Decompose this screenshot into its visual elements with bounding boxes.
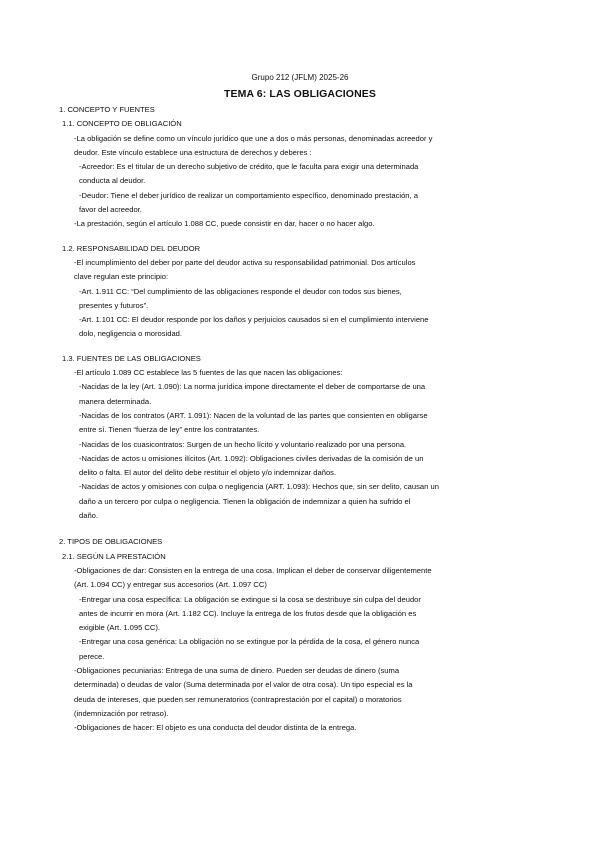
text-line: -Nacidas de la ley (Art. 1.090): La norma jurídica impone directamente el deber de comportarse de una [79,382,426,392]
text-line: -La obligación se define como un vínculo jurídico que une a dos o más personas, denominadas acreedor y [74,133,433,143]
text-line: -Obligaciones de hacer: El objeto es una conducta del deudor distinta de la entrega. [74,723,357,733]
paragraph [59,721,545,735]
paragraph [59,664,545,721]
document-title: TEMA 6: LAS OBLIGACIONES [224,88,376,100]
group-header: Grupo 212 (JFLM) 2025-26 [251,73,349,82]
text-line: -Art. 1.911 CC: “Del cumplimiento de las obligaciones responde el deudor con todos sus bienes, [79,286,402,296]
text-line: -La prestación, según el artículo 1.088 CC, puede consistir en dar, hacer o no hacer algo. [74,219,375,229]
bullet-item [59,452,545,481]
text-line: perece. [79,651,105,661]
text-line: -Deudor: Tiene el deber jurídico de realizar un comportamiento específico, denominado prestación, a [79,190,418,200]
text-line: daño. [79,511,99,521]
text-line: -Obligaciones de dar: Consisten en la entrega de una cosa. Implican el deber de conservar diligentemente [74,565,432,575]
text-line: dolo, negligencia o morosidad. [79,329,183,339]
paragraph [59,256,545,285]
text-line: -Nacidas de los cuasicontratos: Surgen de un hecho lícito y voluntario realizado por una persona. [79,439,407,449]
paragraph [59,132,545,161]
section-heading: 1. CONCEPTO Y FUENTES [59,105,155,114]
text-line: -Nacidas de actos y omisiones con culpa o negligencia (ART. 1.093): Hechos que, sin ser delito, causan un [79,482,439,492]
bullet-item [59,593,545,636]
bullet-item [59,480,545,523]
bullet-item [59,438,545,452]
text-line: determinada) o deudas de valor (Suma determinada por el valor de otra cosa). Un tipo especial es la [74,680,413,690]
text-line: entre sí. Tienen “fuerza de ley” entre los contratantes. [79,425,260,435]
text-line: (Art. 1.094 CC) y entregar sus accesorios (Art. 1.097 CC) [74,580,267,590]
bullet-item [59,313,545,342]
text-line: clave regulan este principio: [74,272,169,282]
text-line: -Obligaciones pecuniarias: Entrega de una suma de dinero. Pueden ser deudas de dinero (suma [74,665,400,675]
text-line: -Art. 1.101 CC: El deudor responde por los daños y perjuicios causados si en el cumplimiento interviene [79,315,429,325]
section-heading: 2. TIPOS DE OBLIGACIONES [59,537,163,547]
text-line: delito o falta. El autor del delito debe restituir el objeto y/o indemnizar daños. [79,468,337,478]
bullet-item [59,189,545,218]
bullet-item [59,285,545,314]
text-line: daño a un tercero por culpa o negligencia. Tienen la obligación de indemnizar a quien ha sufrido el [79,496,411,506]
subsection-heading: 1.3. FUENTES DE LAS OBLIGACIONES [62,353,201,363]
text-line: -Entregar una cosa genérica: La obligación no se extingue por la pérdida de la cosa, el género nunca [79,637,420,647]
text-line: -Nacidas de los contratos (ART. 1.091): Nacen de la voluntad de las partes que consienten en obligarse [79,410,428,420]
text-line: -Acreedor: Es el titular de un derecho subjetivo de crédito, que le faculta para exigir una determinada [79,162,419,172]
text-line: -Entregar una cosa específica: La obligación se extingue si la cosa se destribuye sin culpa del deudor [79,594,421,604]
paragraph [59,564,545,593]
text-line: -El artículo 1.089 CC establece las 5 fuentes de las que nacen las obligaciones: [74,368,343,378]
bullet-item [59,409,545,438]
text-line: presentes y futuros”. [79,300,149,310]
subsection-heading: 1.1. CONCEPTO DE OBLIGACIÓN [62,119,182,129]
subsection-heading: 1.2. RESPONSABILIDAD DEL DEUDOR [62,243,201,253]
text-line: -El incumplimiento del deber por parte del deudor activa su responsabilidad patrimonial. Dos artículos [74,257,416,267]
text-line: exigible (Art. 1.095 CC). [79,623,161,633]
text-line: antes de incurrir en mora (Art. 1.182 CC). Incluye la entrega de los frutos desde que la obligación es [79,608,417,618]
text-line: favor del acreedor. [79,205,142,215]
text-line: deudor. Este vínculo establece una estructura de derechos y deberes : [74,147,312,157]
bullet-item [59,635,545,664]
bullet-item [59,380,545,409]
text-line: (indemnización por retraso). [74,708,169,718]
text-line: -Nacidas de actos u omisiones ilícitos (Art. 1.092): Obligaciones civiles derivadas de la comisión de un [79,453,424,463]
document-body [59,103,545,735]
bullet-item [59,160,545,189]
text-line: deuda de intereses, que pueden ser remuneratorios (contraprestación por el capital) o moratorios [74,694,402,704]
text-line: manera determinada. [79,396,152,406]
paragraph [59,217,545,231]
text-line: conducta al deudor. [79,176,146,186]
subsection-heading: 2.1. SEGÚN LA PRESTACIÓN [62,551,166,561]
paragraph [59,366,545,380]
